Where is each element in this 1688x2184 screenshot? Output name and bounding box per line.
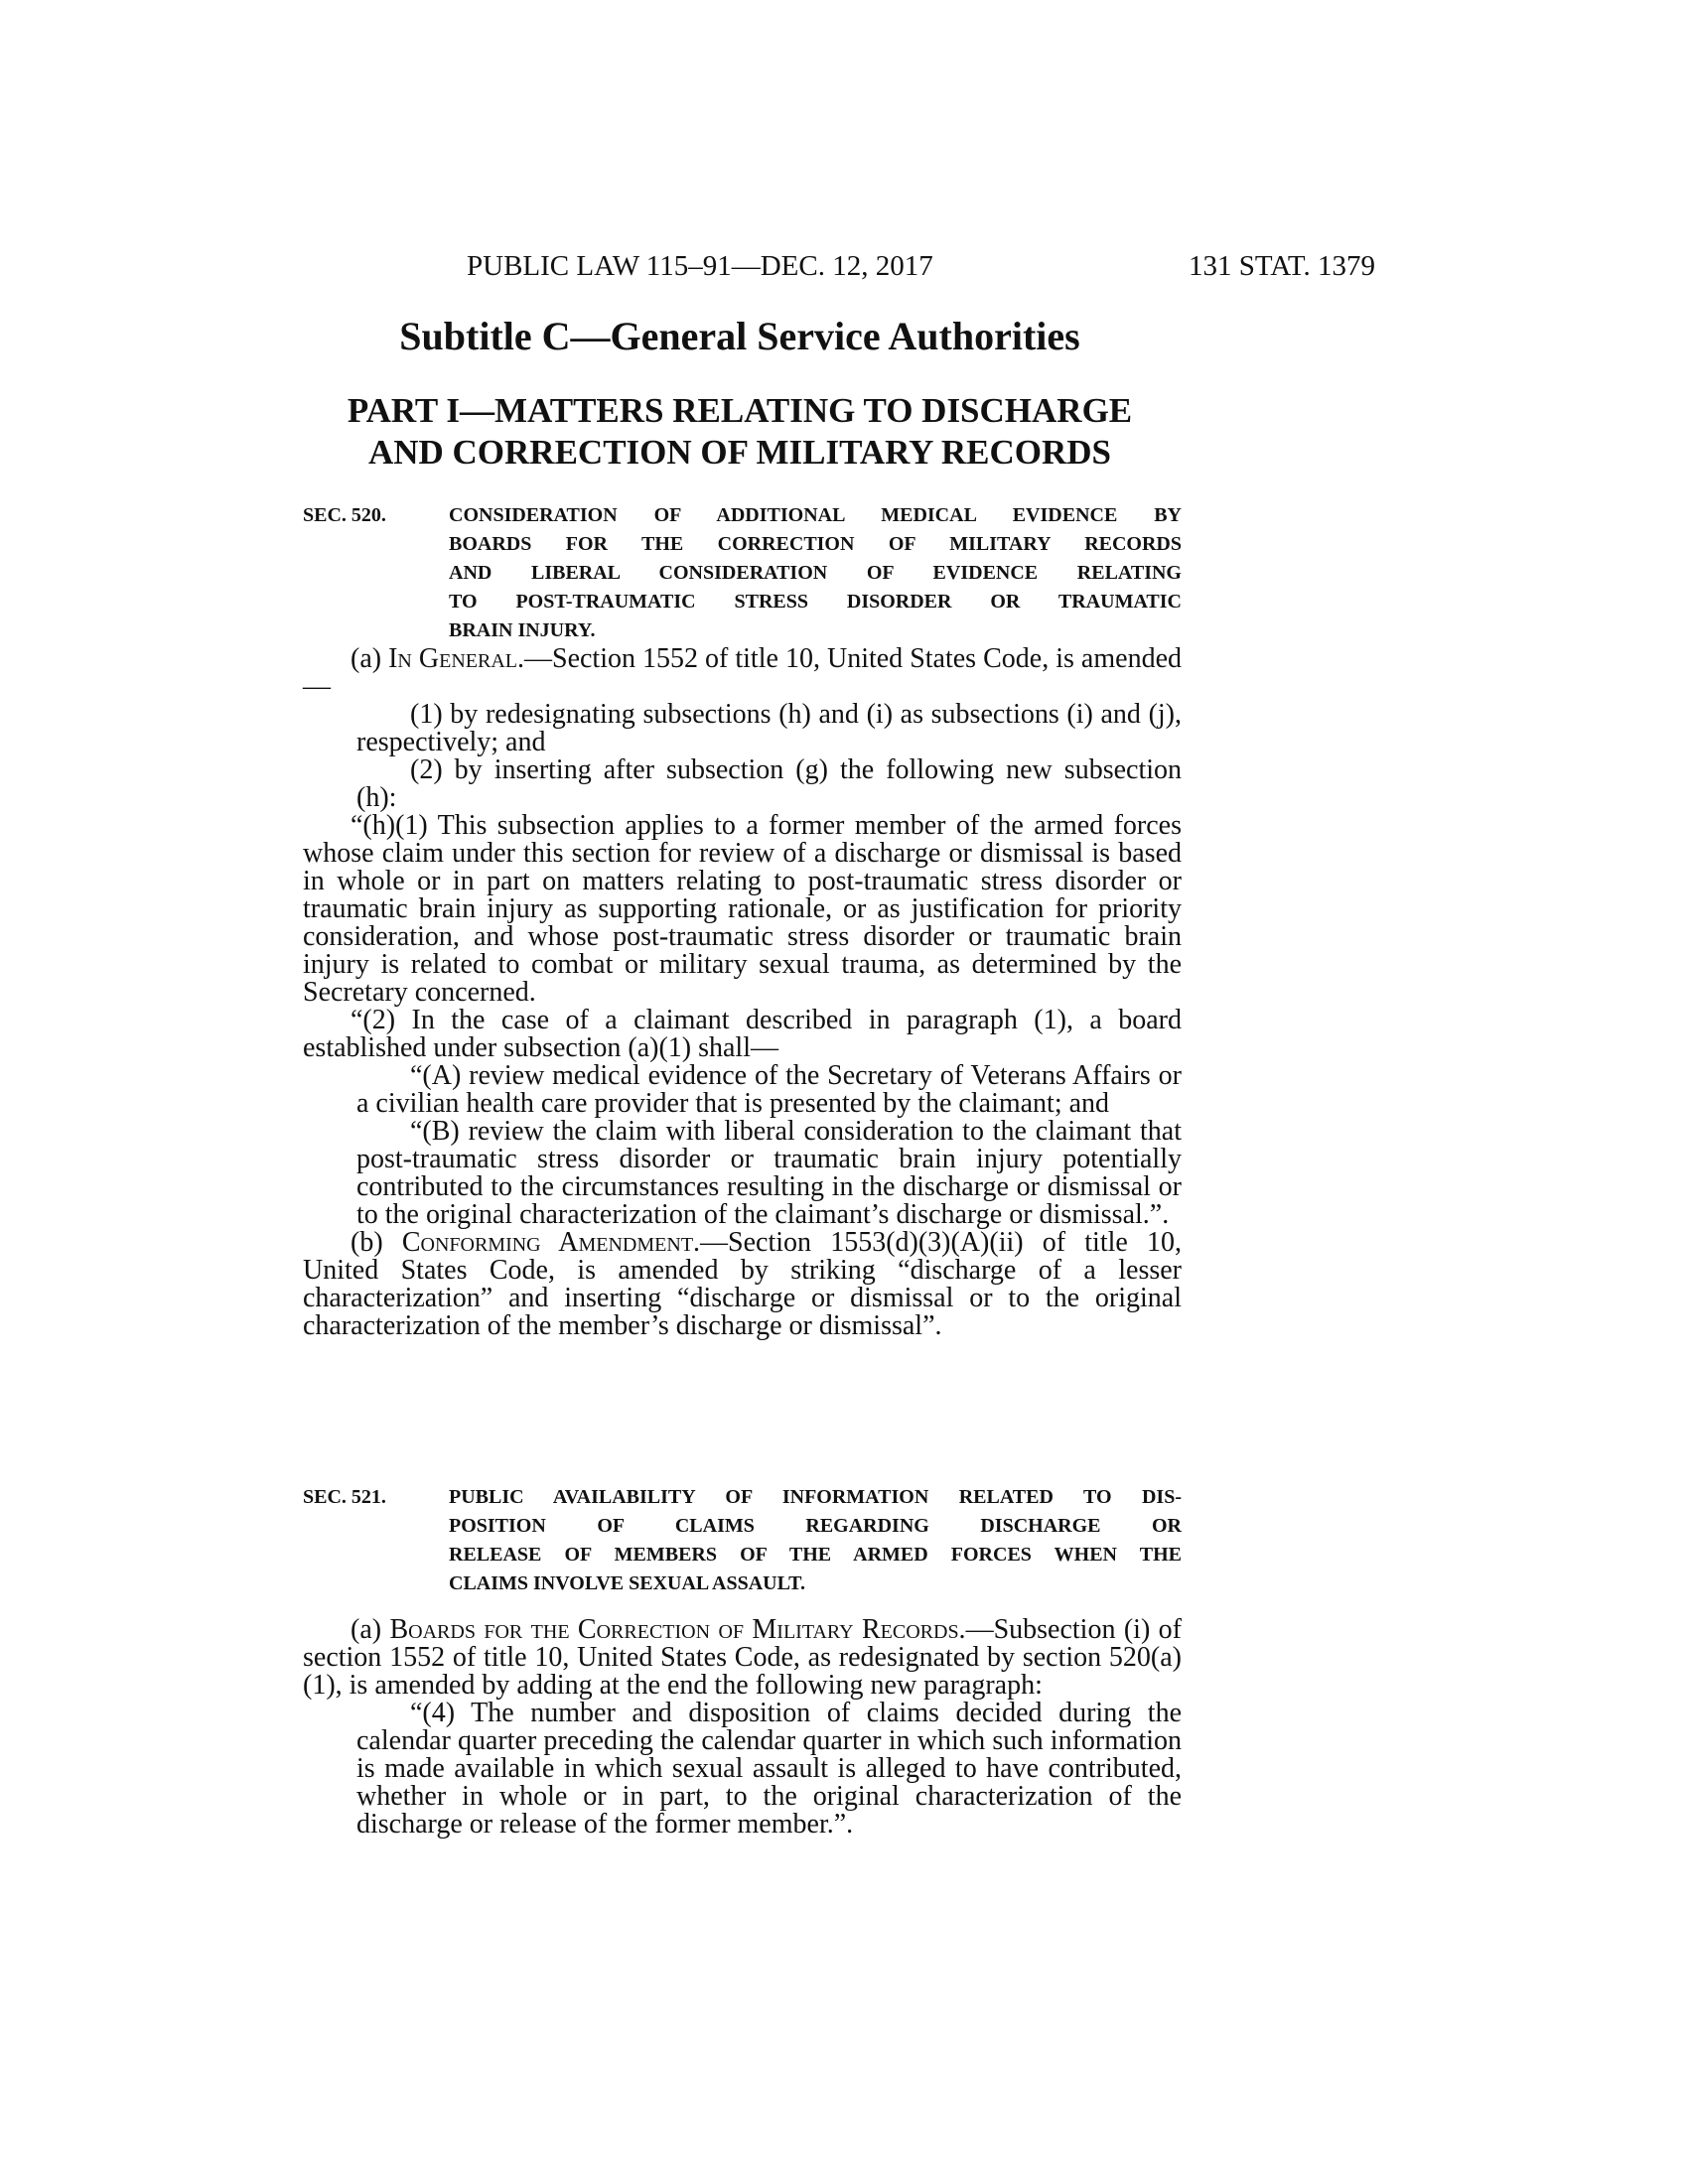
- section-521-title: [449, 1483, 1182, 1598]
- subsection-a-heading: Boards for the Correction of Military Records.: [389, 1614, 966, 1645]
- section-521-title-line: POSITION OF CLAIMS REGARDING DISCHARGE OR: [449, 1515, 1182, 1537]
- subsection-a-paragraph: [303, 645, 1182, 701]
- subsection-a-paragraph: [303, 1616, 1182, 1700]
- quoted-paragraph-h2: “(2) In the case of a claimant described in paragraph (1), a board established under subsection (a)(1) shall—: [303, 1005, 1182, 1063]
- paragraph-a2: (2) by inserting after subsection (g) the following new subsection (h):: [356, 754, 1182, 813]
- running-head: PUBLIC LAW 115–91—DEC. 12, 2017: [467, 250, 933, 282]
- subsection-b-heading: Conforming Amendment.: [401, 1227, 701, 1258]
- subsection-a-label: (a): [351, 1614, 390, 1645]
- section-520-title-line: BRAIN INJURY.: [449, 619, 596, 641]
- section-520-number: SEC. 520.: [303, 504, 386, 526]
- subsection-a-text: —Section 1552 of title 10, United States Code, is amended—: [303, 643, 1182, 702]
- section-521-number: SEC. 521.: [303, 1486, 386, 1508]
- section-520-title-line: TO POST-TRAUMATIC STRESS DISORDER OR TRAUMATIC: [449, 591, 1182, 613]
- subsection-a-heading: In General.: [388, 643, 524, 674]
- quoted-paragraph-h1: “(h)(1) This subsection applies to a former member of the armed forces whose claim under this section for review of a discharge or dismissal is based in whole or in part on matters relating to post-traumatic stress disorder or traumatic brain injury as supporting rationale, or as justification for priority consideration, and whose post-traumatic stress disorder or traumatic brain injury is related to combat or military sexual trauma, as determined by the Secretary concerned.: [303, 810, 1182, 1008]
- part-heading: [298, 390, 1182, 474]
- section-520-title: [449, 501, 1182, 645]
- subsection-b-label: (b): [351, 1227, 402, 1258]
- subsection-b-paragraph: [303, 1229, 1182, 1340]
- section-521-title-line: RELEASE OF MEMBERS OF THE ARMED FORCES WHEN THE: [449, 1544, 1182, 1566]
- section-520-body: [303, 645, 1182, 1340]
- quoted-paragraph-4: “(4) The number and disposition of claims decided during the calendar quarter preceding the calendar quarter in which such information is made available in which sexual assault is alleged to have contributed, whether in whole or in part, to the original characterization of the discharge or release of the former member.”.: [356, 1698, 1182, 1840]
- section-520-title-line: BOARDS FOR THE CORRECTION OF MILITARY RECORDS: [449, 533, 1182, 555]
- section-520-title-line: CONSIDERATION OF ADDITIONAL MEDICAL EVIDENCE BY: [449, 504, 1182, 526]
- subsection-a-label: (a): [351, 643, 389, 674]
- section-520-heading: [303, 501, 1182, 645]
- section-521-title-line: PUBLIC AVAILABILITY OF INFORMATION RELATED TO DIS-: [449, 1486, 1182, 1508]
- quoted-subparagraph-A: “(A) review medical evidence of the Secretary of Veterans Affairs or a civilian health care provider that is presented by the claimant; and: [356, 1060, 1182, 1119]
- section-521-heading: [303, 1483, 1182, 1598]
- part-heading-line-1: PART I—MATTERS RELATING TO DISCHARGE: [347, 391, 1133, 430]
- paragraph-a1: (1) by redesignating subsections (h) and (i) as subsections (i) and (j), respectively; and: [356, 699, 1182, 757]
- page-header: [298, 250, 1375, 290]
- quoted-subparagraph-B: “(B) review the claim with liberal consideration to the claimant that post-traumatic stress disorder or traumatic brain injury potentially contributed to the circumstances resulting in the discharge or dismissal or to the original characterization of the claimant’s discharge or dismissal.”.: [356, 1116, 1182, 1230]
- section-520-title-line: AND LIBERAL CONSIDERATION OF EVIDENCE RELATING: [449, 562, 1182, 584]
- section-521-body: [303, 1616, 1182, 1839]
- subsection-a-text: —Subsection (i) of section 1552 of title 10, United States Code, as redesignated by section 520(a)(1), is amended by adding at the end the following new paragraph:: [303, 1614, 1182, 1701]
- subsection-b-text: —Section 1553(d)(3)(A)(ii) of title 10, United States Code, is amended by striking “discharge of a lesser characterization” and inserting “discharge or dismissal or to the original characterization of the member’s discharge or dismissal”.: [303, 1227, 1182, 1341]
- subtitle-heading: Subtitle C—General Service Authorities: [399, 314, 1080, 358]
- statute-page-number: 131 STAT. 1379: [1188, 250, 1375, 282]
- section-521-title-line: CLAIMS INVOLVE SEXUAL ASSAULT.: [449, 1572, 805, 1594]
- part-heading-line-2: AND CORRECTION OF MILITARY RECORDS: [367, 433, 1112, 472]
